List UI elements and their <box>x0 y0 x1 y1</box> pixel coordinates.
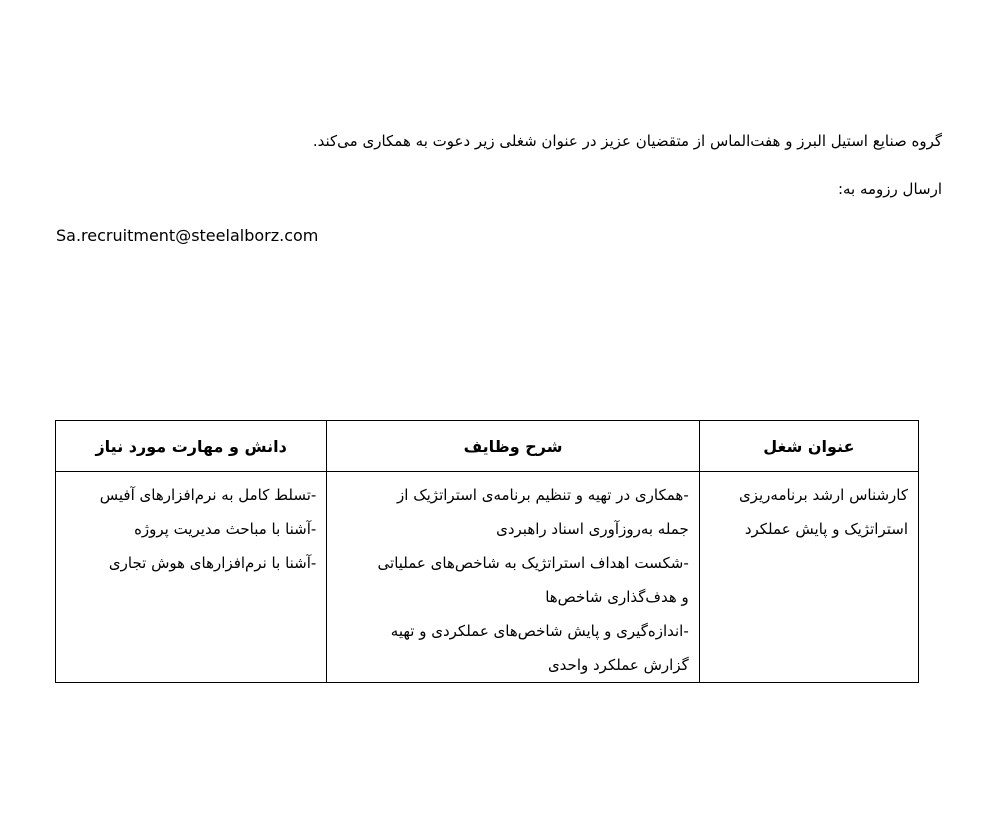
table-row <box>56 472 919 683</box>
duty-line: -اندازه‌گیری و پایش شاخص‌های عملکردی و تهیه <box>390 622 689 640</box>
intro-paragraph: گروه صنایع استیل البرز و هفت‌الماس از متقضیان عزیز در عنوان شغلی زیر دعوت به همکاری می‌کند. <box>312 132 942 150</box>
duty-line: جمله به‌روزآوری اسناد راهبردی <box>496 520 689 538</box>
duty-line: -شکست اهداف استراتژیک به شاخص‌های عملیاتی <box>377 554 689 572</box>
duty-line: گزارش عملکرد واحدی <box>547 656 689 674</box>
cell-duties <box>327 472 699 683</box>
skill-line: -تسلط کامل به نرم‌افزارهای آفیس <box>99 486 317 504</box>
header-duties: شرح وظایف <box>327 421 699 472</box>
header-job-title: عنوان شغل <box>699 421 918 472</box>
duty-line: -همکاری در تهیه و تنظیم برنامه‌ی استراتژیک از <box>397 486 689 504</box>
job-title-line: کارشناس ارشد برنامه‌ریزی <box>738 486 908 504</box>
skill-line: -آشنا با مباحث مدیریت پروژه <box>134 520 317 538</box>
job-openings-table <box>55 420 919 683</box>
cell-job-title <box>699 472 918 683</box>
skill-line: -آشنا با نرم‌افزارهای هوش تجاری <box>108 554 317 572</box>
recruitment-email[interactable]: Sa.recruitment@steelalborz.com <box>56 226 319 245</box>
header-skills: دانش و مهارت مورد نیاز <box>56 421 327 472</box>
send-resume-label: ارسال رزومه به: <box>837 180 942 198</box>
job-title-line: استراتژیک و پایش عملکرد <box>744 520 908 538</box>
duty-line: و هدف‌گذاری شاخص‌ها <box>545 588 689 606</box>
cell-skills <box>56 472 327 683</box>
table-header-row <box>56 421 919 472</box>
